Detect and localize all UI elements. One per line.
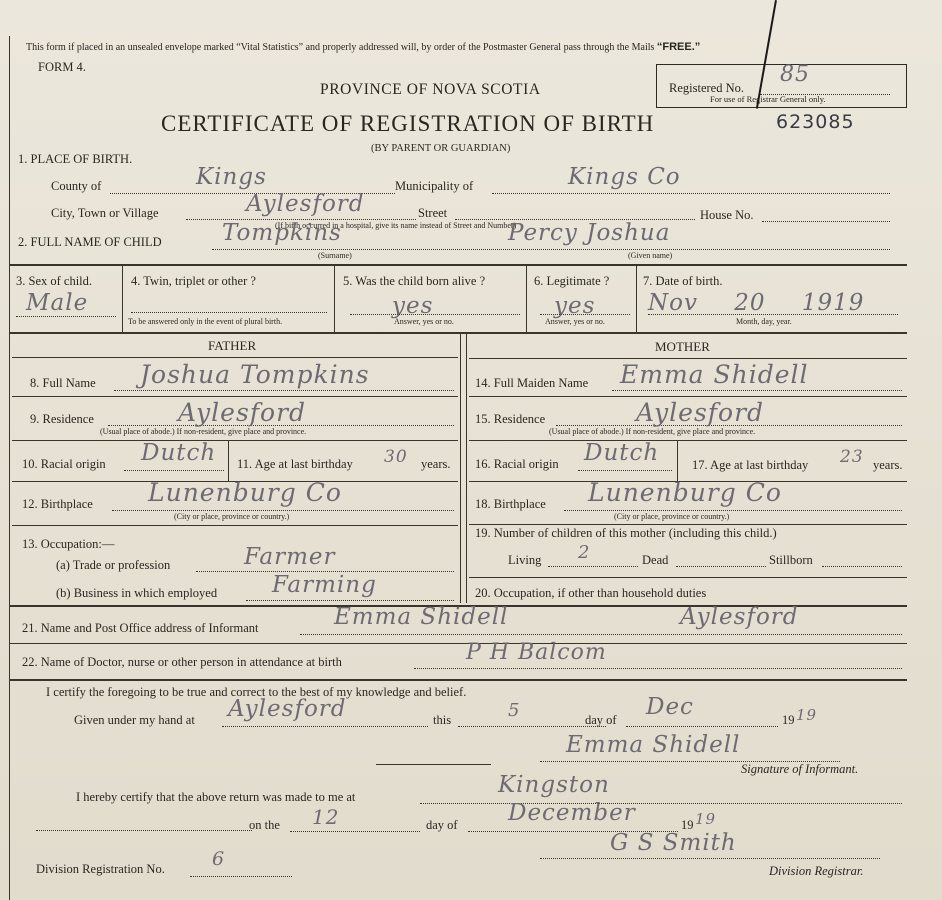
- certificate-number: 623085: [776, 111, 855, 133]
- father-birthplace-label: 12. Birthplace: [22, 497, 93, 511]
- mother-residence: Aylesford: [636, 398, 765, 427]
- given-year-handwritten: 19: [796, 706, 818, 724]
- dob-label: 7. Date of birth.: [643, 274, 723, 288]
- dob-note: Month, day, year.: [736, 317, 792, 326]
- living-label: Living: [508, 553, 542, 567]
- twin-note: To be answered only in the event of plural birth.: [128, 317, 283, 326]
- mother-residence-label: 15. Residence: [475, 412, 546, 426]
- certify-text: I certify the foregoing to be true and correct to the best of my knowledge and belief.: [46, 685, 467, 699]
- dead-label: Dead: [642, 553, 669, 567]
- return-day: 12: [312, 805, 340, 829]
- father-age: 30: [384, 447, 408, 467]
- father-name: Joshua Tompkins: [140, 360, 370, 389]
- given-day: 5: [508, 700, 521, 721]
- child-name-label: 2. FULL NAME OF CHILD: [18, 235, 162, 249]
- informant-signature: Emma Shidell: [566, 732, 741, 758]
- mother-occupation-label: 20. Occupation, if other than household duties: [475, 586, 707, 600]
- hospital-note: (If birth occurred in a hospital, give its name instead of Street and Number): [275, 221, 517, 230]
- registered-value: 85: [780, 62, 810, 87]
- division-number: 6: [212, 848, 226, 870]
- registered-label: Registered No.: [669, 81, 744, 95]
- division-label: Division Registration No.: [36, 862, 165, 876]
- father-business: Farming: [272, 572, 377, 598]
- registrar-use-note: For use of Registrar General only.: [710, 94, 826, 104]
- father-business-label: (b) Business in which employed: [56, 586, 218, 600]
- return-month: December: [508, 800, 636, 826]
- twin-label: 4. Twin, triplet or other ?: [131, 274, 256, 288]
- mother-birthplace-label: 18. Birthplace: [475, 497, 546, 511]
- dayof-label: day of: [585, 713, 617, 727]
- return-label: I hereby certify that the above return was made to me at: [76, 790, 356, 804]
- sex-label: 3. Sex of child.: [16, 274, 93, 288]
- given-year-prefix: 19: [782, 713, 795, 727]
- place-of-birth-heading: 1. PLACE OF BIRTH.: [18, 152, 133, 166]
- given-place: Aylesford: [228, 696, 347, 722]
- dob-value: Nov 20 1919: [648, 290, 865, 316]
- signature-caption: Signature of Informant.: [741, 762, 859, 776]
- given-label: Given under my hand at: [74, 713, 195, 727]
- province-title: PROVINCE OF NOVA SCOTIA: [320, 81, 541, 98]
- father-occupation-label: 13. Occupation:—: [22, 537, 115, 551]
- alive-label: 5. Was the child born alive ?: [343, 274, 486, 288]
- mother-birthplace-note: (City or place, province or country.): [614, 512, 730, 521]
- return-place: Kingston: [498, 772, 610, 798]
- surname-caption: (Surname): [318, 251, 352, 260]
- alive-answer-note: Answer, yes or no.: [394, 317, 454, 326]
- on-dayof-label: day of: [426, 818, 458, 832]
- mother-racial-label: 16. Racial origin: [475, 457, 559, 471]
- father-age-label: 11. Age at last birthday: [237, 457, 353, 471]
- house-label: House No.: [700, 208, 754, 222]
- doctor-label: 22. Name of Doctor, nurse or other person in attendance at birth: [22, 655, 342, 669]
- father-racial-label: 10. Racial origin: [22, 457, 106, 471]
- mother-age-label: 17. Age at last birthday: [692, 458, 809, 472]
- child-surname: Tompkins: [222, 220, 342, 246]
- municipality-label: Municipality of: [395, 179, 474, 193]
- postal-notice: This form if placed in an unsealed envelope marked “Vital Statistics” and properly addressed will, by order of the Postmaster General pass through the Mails “FREE.”: [26, 41, 701, 53]
- given-month: Dec: [646, 694, 694, 720]
- informant-label: 21. Name and Post Office address of Informant: [22, 621, 259, 635]
- street-label: Street: [418, 206, 448, 220]
- mother-name-label: 14. Full Maiden Name: [475, 376, 589, 390]
- municipality-value: Kings Co: [568, 164, 681, 190]
- city-label: City, Town or Village: [51, 206, 159, 220]
- father-name-label: 8. Full Name: [30, 376, 96, 390]
- father-residence-note: (Usual place of abode.) If non-resident, give place and province.: [100, 427, 307, 436]
- father-racial: Dutch: [141, 440, 217, 466]
- child-given-name: Percy Joshua: [508, 220, 671, 246]
- legit-value: yes: [554, 293, 596, 319]
- mother-years: years.: [873, 458, 903, 472]
- left-border: [9, 36, 10, 900]
- doctor-name: P H Balcom: [466, 640, 607, 665]
- given-caption: (Given name): [628, 251, 673, 260]
- mother-residence-note: (Usual place of abode.) If non-resident, give place and province.: [549, 427, 756, 436]
- legit-label: 6. Legitimate ?: [534, 274, 610, 288]
- mother-age: 23: [840, 447, 864, 467]
- county-label: County of: [51, 179, 102, 193]
- on-the-label: on the: [249, 818, 280, 832]
- county-value: Kings: [196, 164, 267, 190]
- informant-address: Aylesford: [680, 604, 799, 630]
- form-number: FORM 4.: [38, 60, 86, 74]
- registrar-caption: Division Registrar.: [769, 864, 864, 878]
- city-value: Aylesford: [246, 191, 365, 217]
- informant-name: Emma Shidell: [334, 604, 509, 630]
- return-year-handwritten: 19: [695, 810, 717, 828]
- registrar-signature: G S Smith: [610, 830, 737, 856]
- father-years: years.: [421, 457, 451, 471]
- alive-value: yes: [392, 293, 434, 319]
- certificate-subtitle: (BY PARENT OR GUARDIAN): [371, 143, 511, 154]
- father-birthplace-note: (City or place, province or country.): [174, 512, 290, 521]
- father-heading: FATHER: [208, 338, 257, 353]
- return-year-prefix: 19: [681, 818, 694, 832]
- father-trade-label: (a) Trade or profession: [56, 558, 171, 572]
- mother-birthplace: Lunenburg Co: [588, 478, 782, 507]
- legit-answer-note: Answer, yes or no.: [545, 317, 605, 326]
- father-residence: Aylesford: [178, 398, 307, 427]
- father-birthplace: Lunenburg Co: [148, 478, 342, 507]
- mother-children-label: 19. Number of children of this mother (including this child.): [475, 526, 777, 540]
- mother-racial: Dutch: [584, 440, 660, 466]
- certificate-title: CERTIFICATE OF REGISTRATION OF BIRTH: [161, 111, 655, 136]
- living-value: 2: [578, 542, 591, 563]
- stillborn-label: Stillborn: [769, 553, 813, 567]
- mother-heading: MOTHER: [655, 339, 710, 354]
- father-trade: Farmer: [244, 544, 336, 570]
- sex-value: Male: [26, 290, 89, 316]
- this-label: this: [433, 713, 452, 727]
- father-residence-label: 9. Residence: [30, 412, 94, 426]
- mother-name: Emma Shidell: [620, 360, 809, 389]
